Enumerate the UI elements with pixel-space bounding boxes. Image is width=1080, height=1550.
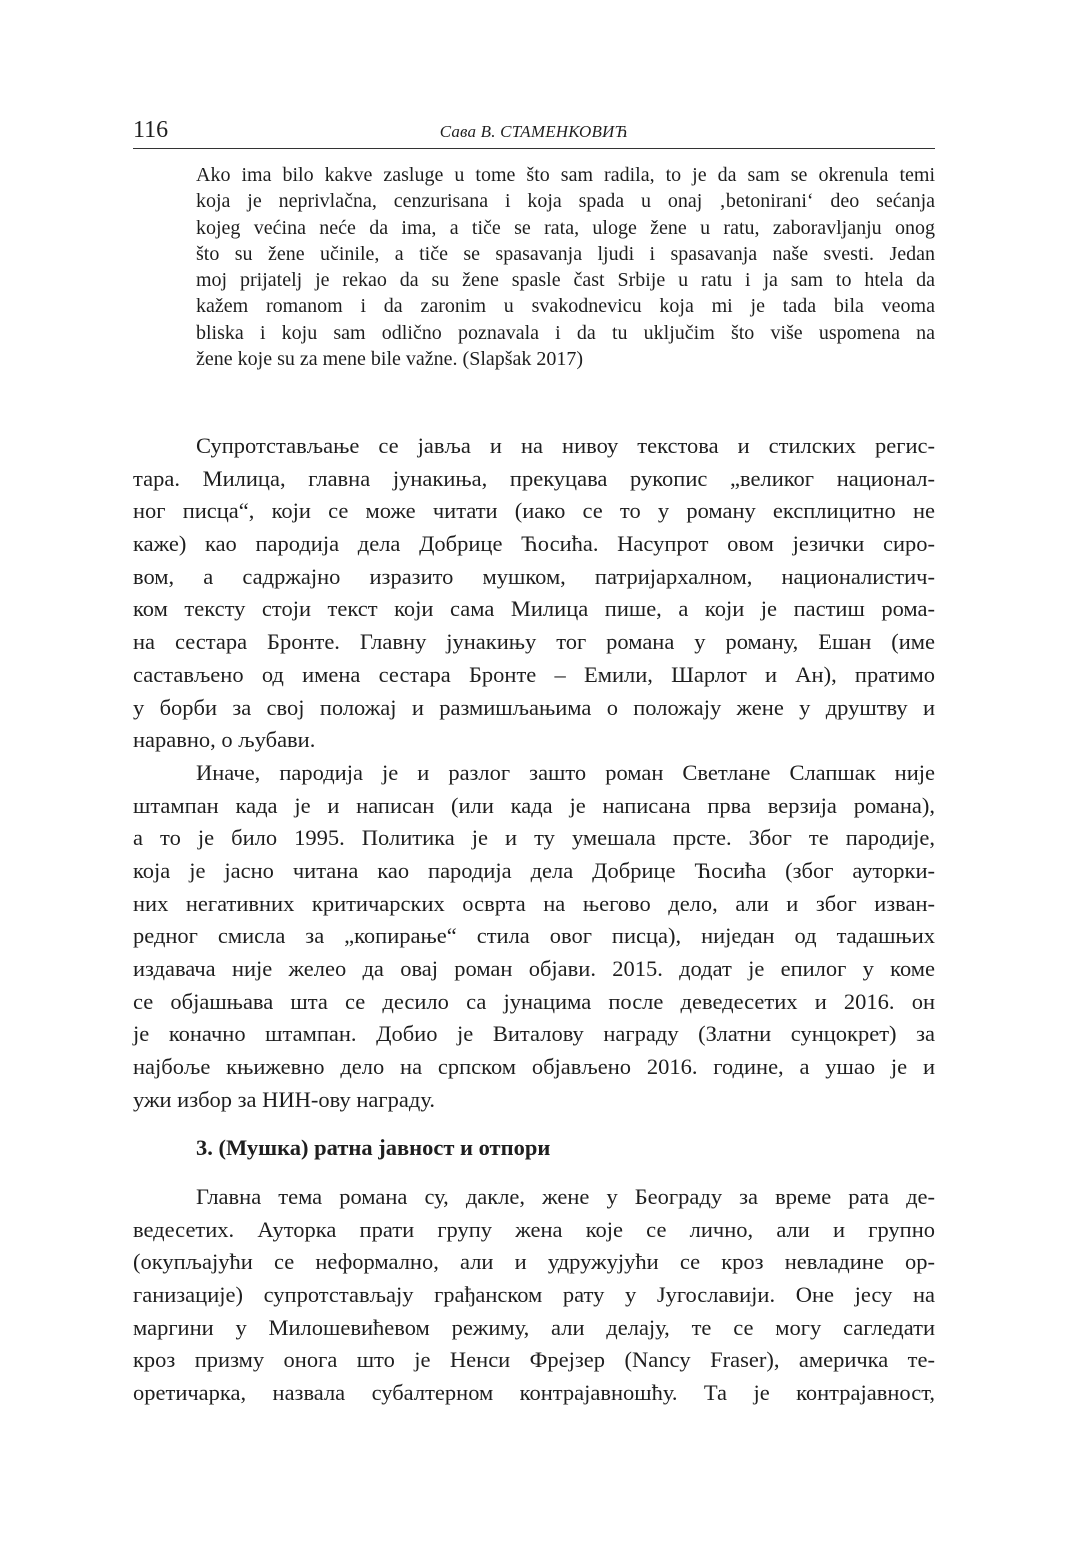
paragraph-line: ведесетих. Ауторка прати групу жена које се лично, али и групно xyxy=(133,1216,935,1242)
paragraph-line: Супротстављање се јавља и на нивоу текстова и стилских регис- xyxy=(196,433,935,458)
page-number: 116 xyxy=(133,117,169,143)
paragraph-line: ног писца“, који се може читати (иако се то у роману експлицитно не xyxy=(133,498,935,524)
paragraph-line: вом, а садржајно изразито мушком, патријархалном, националистич- xyxy=(133,563,935,589)
paragraph-line: издавача није желео да овај роман објави. 2015. додат је епилог у коме xyxy=(133,956,935,981)
paragraph xyxy=(133,757,935,1117)
quote-line: Ako ima bilo kakve zasluge u tome što sam radila, to je da sam se okrenula temi xyxy=(196,164,935,186)
paragraph-line: састављено од имена сестара Бронте – Емили, Шарлот и Ан), пратимо xyxy=(133,661,935,687)
paragraph-line: Главна тема романа су, дакле, жене у Београду за време рата де- xyxy=(196,1184,935,1209)
paragraph-line: оретичарка, назвала субалтерном контрајавношћу. Та је контрајавност, xyxy=(133,1380,935,1406)
paragraph-line: наравно, о љубави. xyxy=(133,727,316,753)
paragraph-line: Иначе, пародија је и разлог зашто роман Светлане Слапшак није xyxy=(196,759,935,785)
quote-line: kojeg većina neće da ima, a tiče se rata, uloge žene u ratu, zaboravljanju onog xyxy=(196,216,935,239)
paragraph-line: маргини у Милошевићевом режиму, али делају, те се могу сагледати xyxy=(133,1314,935,1340)
paragraph-line: тара. Милица, главна јунакиња, прекуцава рукопис „великог национал- xyxy=(133,465,935,491)
paragraph-line: а то је било 1995. Политика је и ту умешала прсте. Због те пародије, xyxy=(133,825,935,851)
paragraph-line: у борби за свој положај и размишљањима о положају жене у друштву и xyxy=(133,694,935,720)
paragraph-line: кроз призму онога што је Ненси Фрејзер (Nancy Fraser), америчка те- xyxy=(133,1347,935,1373)
running-head: Сава В. СТАМЕНКОВИЋ xyxy=(439,122,629,141)
section-body xyxy=(133,1181,935,1410)
quote-line: što su žene učinile, a tiče se spasavanja ljudi i spasavanja naše svesti. Jedan xyxy=(196,242,935,265)
paragraph-line: редног смисла за „копирање“ стила овог писца), ниједан од тадашњих xyxy=(133,923,935,949)
paragraph-line: ужи избор за НИН-ову награду. xyxy=(133,1086,435,1112)
paragraph-line: них негативних критичарских осврта на његово дело, али и због изван- xyxy=(133,890,935,916)
paragraph-line: најбоље књижевно дело на српском објављено 2016. године, а ушао је и xyxy=(133,1054,935,1080)
quote-line: moj prijatelj je rekao da su žene spasle čast Srbije u ratu i ja sam to htela da xyxy=(196,269,935,292)
paragraph-line: (окупљајући се неформално, али и удружујући се кроз невладине ор- xyxy=(133,1249,935,1275)
paragraph-line: каже) као пародија дела Добрице Ћосића. Насупрот овом језички сиро- xyxy=(133,531,935,557)
quote-line: bliska i koju sam odlično poznavala i da tu uključim što više uspomena na xyxy=(196,321,935,344)
paragraph-line: ком тексту стоји текст који сама Милица пише, а који је пастиш рома- xyxy=(133,596,935,622)
section-heading: 3. (Мушка) ратна јавност и отпори xyxy=(196,1135,551,1160)
paragraph xyxy=(133,430,935,757)
page-header xyxy=(133,112,935,149)
quote-line: žene koje su za mene bile važne. (Slapšak 2017) xyxy=(196,348,584,371)
paragraph-line: ганизације) супротстављају грађанском рату у Југославији. Оне јесу на xyxy=(133,1282,935,1308)
paragraph-line: се објашњава шта се десило са јунацима после деведесетих и 2016. он xyxy=(133,988,935,1014)
quote-line: kažem romanom i da zaronim u svakodnevicu koja mi je tada bila veoma xyxy=(196,295,935,318)
paragraph-line: је коначно штампан. Добио је Виталову награду (Златни сунцокрет) за xyxy=(133,1021,935,1047)
body-text xyxy=(133,430,935,1116)
quote-line: koja je neprivlačna, cenzurisana i koja spada u onaj ‚betonirani‘ deo sećanja xyxy=(196,190,935,213)
block-quote xyxy=(196,162,935,372)
paragraph-line: на сестара Бронте. Главну јунакињу тог романа у роману, Ешан (име xyxy=(133,629,935,655)
paragraph-line: која је јасно читана као пародија дела Добрице Ћосића (због ауторки- xyxy=(133,857,935,883)
paragraph-line: штампан када је и написан (или када је написана прва верзија романа), xyxy=(133,792,935,818)
